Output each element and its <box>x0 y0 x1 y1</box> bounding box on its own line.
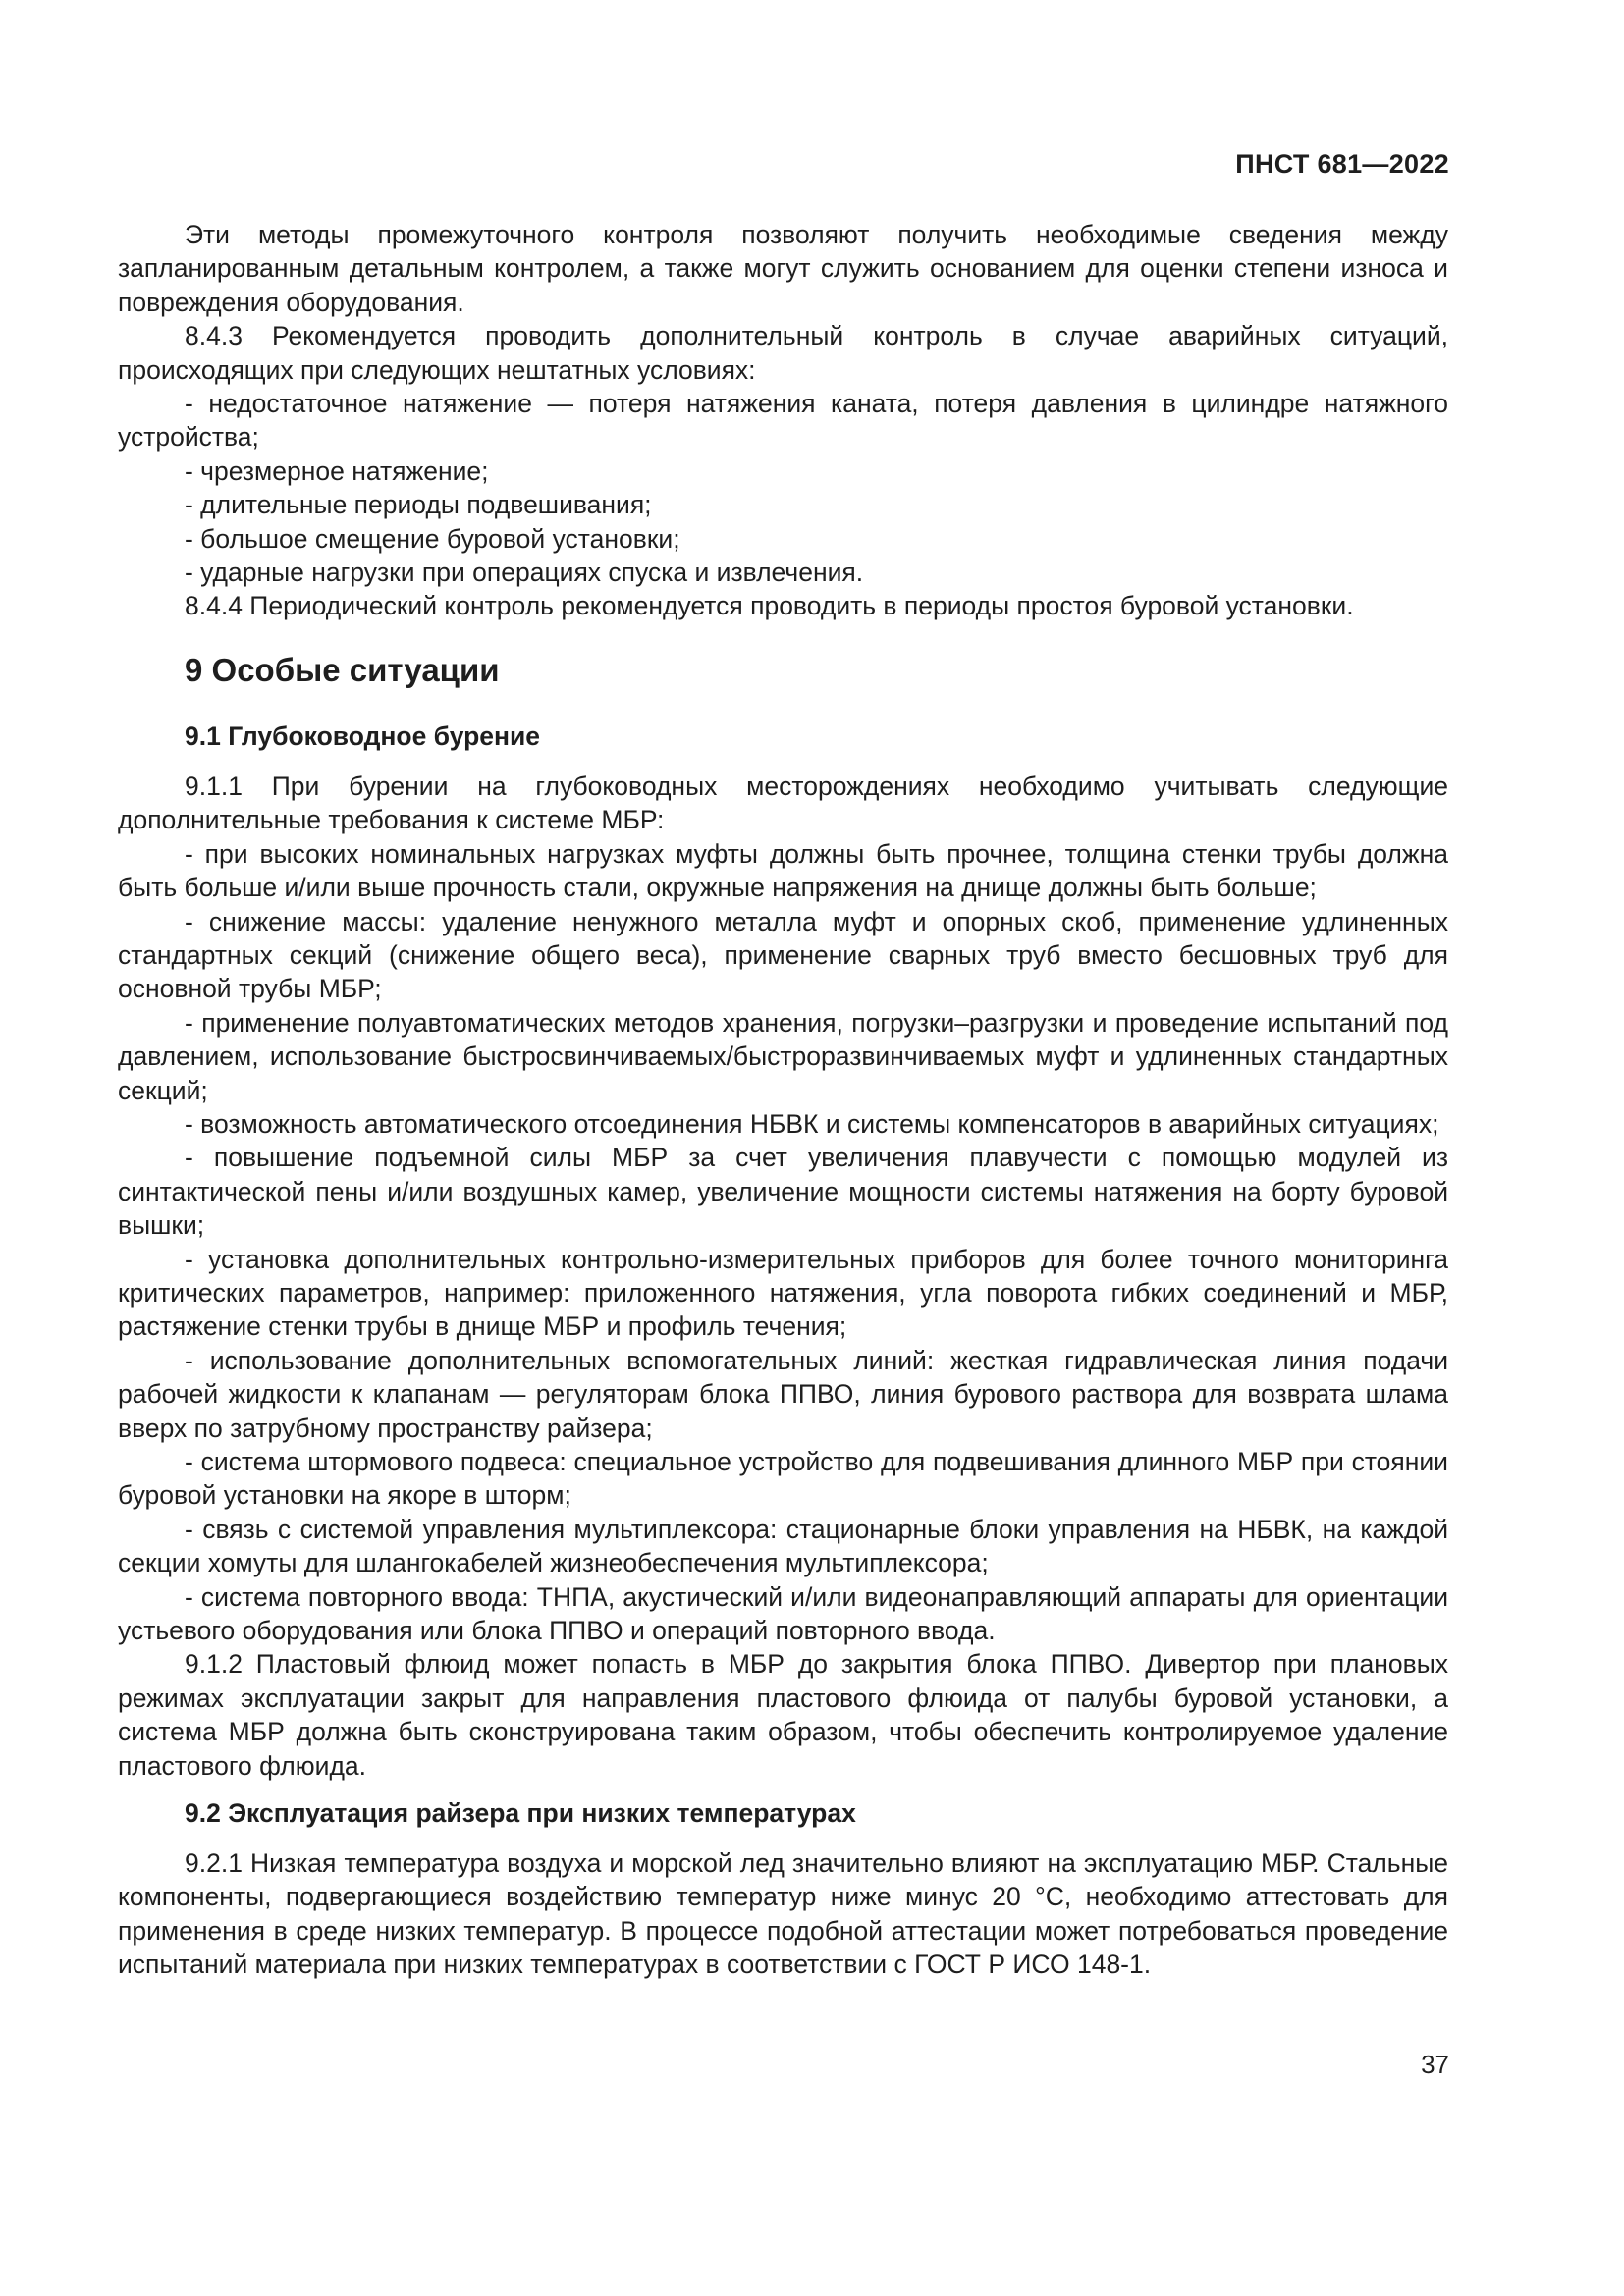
list-item: - чрезмерное натяжение; <box>185 455 489 486</box>
list-item: - возможность автоматического отсоединения НБВК и системы компенсаторов в аварийных ситуациях; <box>185 1108 1439 1139</box>
paragraph-9-1-1: 9.1.1 При бурении на глубоководных месторождениях необходимо учитывать следующие дополнительные требования к системе МБР: <box>118 771 1448 835</box>
subsection-heading-9-1: 9.1 Глубоководное бурение <box>185 721 541 751</box>
list-item: - система повторного ввода: ТНПА, акустический и/или видеонаправляющий аппараты для ориентации устьевого оборудования или блока ППВО и операций повторного ввода. <box>118 1581 1448 1646</box>
paragraph: Эти методы промежуточного контроля позволяют получить необходимые сведения между запланированным детальным контролем, а также могут служить основанием для оценки степени износа и повреждения оборудования. <box>118 220 1448 317</box>
list-item: - применение полуавтоматических методов хранения, погрузки–разгрузки и проведение испытаний под давлением, использование быстросвинчиваемых/быстроразвинчиваемых муфт и удлиненных стандартных секций; <box>118 1007 1448 1105</box>
document-number-header: ПНСТ 681—2022 <box>1235 149 1449 179</box>
paragraph-8-4-3: 8.4.3 Рекомендуется проводить дополнительный контроль в случае аварийных ситуаций, происходящих при следующих нештатных условиях: <box>118 321 1448 385</box>
paragraph-9-2-1: 9.2.1 Низкая температура воздуха и морской лед значительно влияют на эксплуатацию МБР. Стальные компоненты, подвергающиеся воздействию температур ниже минус 20 °С, необходимо аттестовать для применения в среде низких температур. В процессе подобной аттестации может потребоваться проведение испытаний материала при низких температурах в соответствии с ГОСТ Р ИСО 148-1. <box>118 1848 1448 1980</box>
paragraph-8-4-4: 8.4.4 Периодический контроль рекомендуется проводить в периоды простоя буровой установки. <box>185 591 1354 621</box>
list-item: - связь с системой управления мультиплексора: стационарные блоки управления на НБВК, на каждой секции хомуты для шлангокабелей жизнеобеспечения мультиплексора; <box>118 1514 1448 1578</box>
list-item: - использование дополнительных вспомогательных линий: жесткая гидравлическая линия подачи рабочей жидкости к клапанам — регуляторам блока ППВО, линия бурового раствора для возврата шлама вверх по затрубному пространству райзера; <box>118 1345 1448 1443</box>
list-item: - установка дополнительных контрольно-измерительных приборов для более точного мониторинга критических параметров, например: приложенного натяжения, угла поворота гибких соединений и МБР, растяжение стенки трубы в днище МБР и профиль течения; <box>118 1244 1448 1342</box>
list-item: - недостаточное натяжение — потеря натяжения каната, потеря давления в цилиндре натяжного устройства; <box>118 389 1448 453</box>
paragraph-9-1-2: 9.1.2 Пластовый флюид может попасть в МБР до закрытия блока ППВО. Дивертор при плановых режимах эксплуатации закрыт для направления пластового флюида от палубы буровой установки, а система МБР должна быть сконструирована таким образом, чтобы обеспечить контролируемое удаление пластового флюида. <box>118 1649 1448 1781</box>
list-item: - ударные нагрузки при операциях спуска и извлечения. <box>185 558 864 588</box>
list-item: - повышение подъемной силы МБР за счет увеличения плавучести с помощью модулей из синтактической пены и/или воздушных камер, увеличение мощности системы натяжения на борту буровой вышки; <box>118 1143 1448 1241</box>
subsection-heading-9-2: 9.2 Эксплуатация райзера при низких температурах <box>185 1798 856 1829</box>
list-item: - система штормового подвеса: специальное устройство для подвешивания длинного МБР при стоянии буровой установки на якоре в шторм; <box>118 1447 1448 1511</box>
list-item: - снижение массы: удаление ненужного металла муфт и опорных скоб, применение удлиненных стандартных секций (снижение общего веса), применение сварных труб вместо бесшовных труб для основной трубы МБР; <box>118 906 1448 1004</box>
section-heading-9: 9 Особые ситуации <box>185 651 500 688</box>
page-number: 37 <box>1421 2050 1449 2079</box>
list-item: - при высоких номинальных нагрузках муфты должны быть прочнее, толщина стенки трубы должна быть больше и/или выше прочность стали, окружные напряжения на днище должны быть больше; <box>118 838 1448 903</box>
list-item: - большое смещение буровой установки; <box>185 523 680 554</box>
list-item: - длительные периоды подвешивания; <box>185 490 652 520</box>
document-body <box>118 218 1448 1982</box>
